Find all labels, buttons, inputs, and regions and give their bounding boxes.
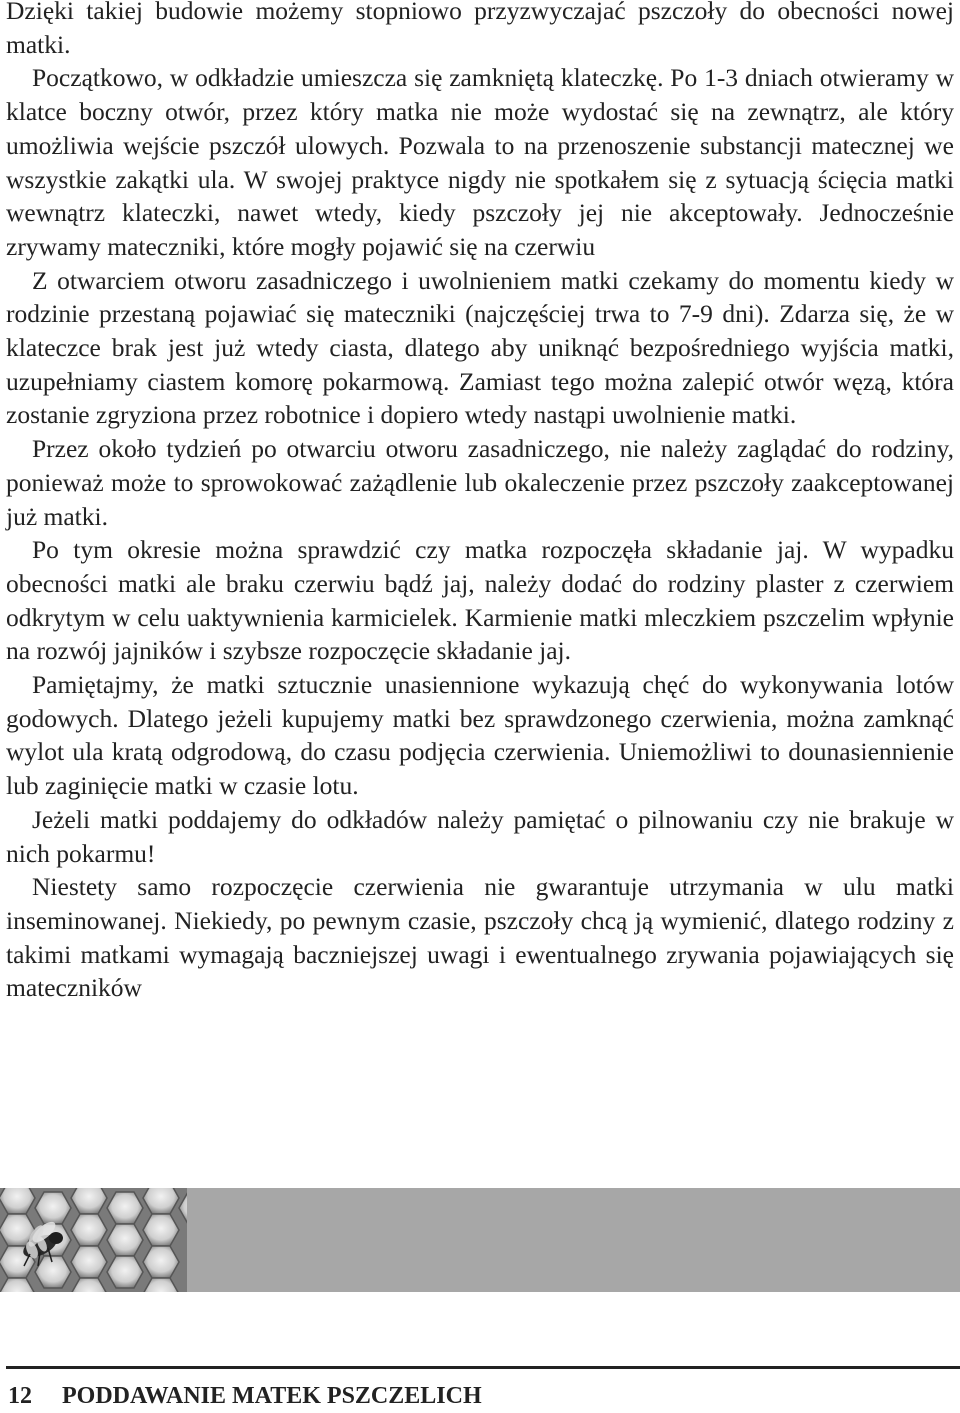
paragraph: Pamiętajmy, że matki sztucznie unasiennione wykazują chęć do wykonywania lotów godowych. Dlatego jeżeli kupujemy matki bez sprawdzonego czerwienia, można zamknąć wylot ula kratą odgrodową, do czasu podjęcia czerwienia. Uniemożliwi to dounasiennienie lub zaginięcie matki w czasie lotu. [6,670,954,801]
page-number: 12 [8,1383,32,1409]
paragraph: Po tym okresie można sprawdzić czy matka rozpoczęła składanie jaj. W wypadku obecności matki ale braku czerwiu bądź jaj, należy dodać do rodziny plaster z czerwiem odkrytym w celu uaktywnienia karmicielek. Karmienie matki mleczkiem pszczelim wpłynie na rozwój jajników i szybsze rozpoczęcie składanie jaj. [6,535,954,666]
paragraph: Początkowo, w odkładzie umieszcza się zamkniętą klateczkę. Po 1-3 dniach otwieramy w klatce boczny otwór, przez który matka nie może wydostać się na zewnątrz, ale który umożliwia wejście pszczół ulowych. Pozwala to na przenoszenie substancji matecznej we wszystkie zakątki ula. W swojej praktyce nigdy nie spotkałem się z sytuacją ścięcia matki wewnątrz klateczki, nawet wtedy, kiedy pszczoły jej nie akceptowały. Jednocześnie zrywamy mateczniki, które mogły pojawić się na czerwiu [6,63,954,261]
paragraph: Niestety samo rozpoczęcie czerwienia nie gwarantuje utrzymania w ulu matki inseminowanej. Niekiedy, po pewnym czasie, pszczoły chcą ją wymienić, dlatego rodziny z takimi matkami wymagają baczniejszej uwagi i ewentualnego zrywania pojawiających się mateczników [6,872,954,1003]
paragraph: Z otwarciem otworu zasadniczego i uwolnieniem matki czekamy do momentu kiedy w rodzinie przestaną pojawiać się mateczniki (najczęściej trwa to 7-9 dni). Zdarza się, że w klateczce brak jest już wtedy ciasta, dlatego aby uniknąć bezpośredniego wyjścia matki, uzupełniamy ciastem komorę pokarmową. Zamiast tego można zalepić otwór węzą, która zostanie zgryziona przez robotnice i dopiero wtedy nastąpi uwolnienie matki. [6,265,954,430]
paragraph: Jeżeli matki poddajemy do odkładów należy pamiętać o pilnowaniu czy nie brakuje w nich pokarmu! [6,804,954,868]
paragraph: Dzięki takiej budowie możemy stopniowo przyzwyczajać pszczoły do obecności nowej matki. [6,0,954,59]
section-title: PODDAWANIE MATEK PSZCZELICH [62,1383,482,1409]
paragraph: Przez około tydzień po otwarciu otworu zasadniczego, nie należy zaglądać do rodziny, ponieważ może to sprowokować zażądlenie lub okaleczenie przez pszczoły zaakceptowanej już matki. [6,434,954,531]
page-footer [8,1383,482,1413]
decorative-banner [0,1188,960,1292]
footer-rule [6,1366,960,1369]
body-text [6,0,954,1005]
honeycomb-bee-image [0,1188,187,1292]
